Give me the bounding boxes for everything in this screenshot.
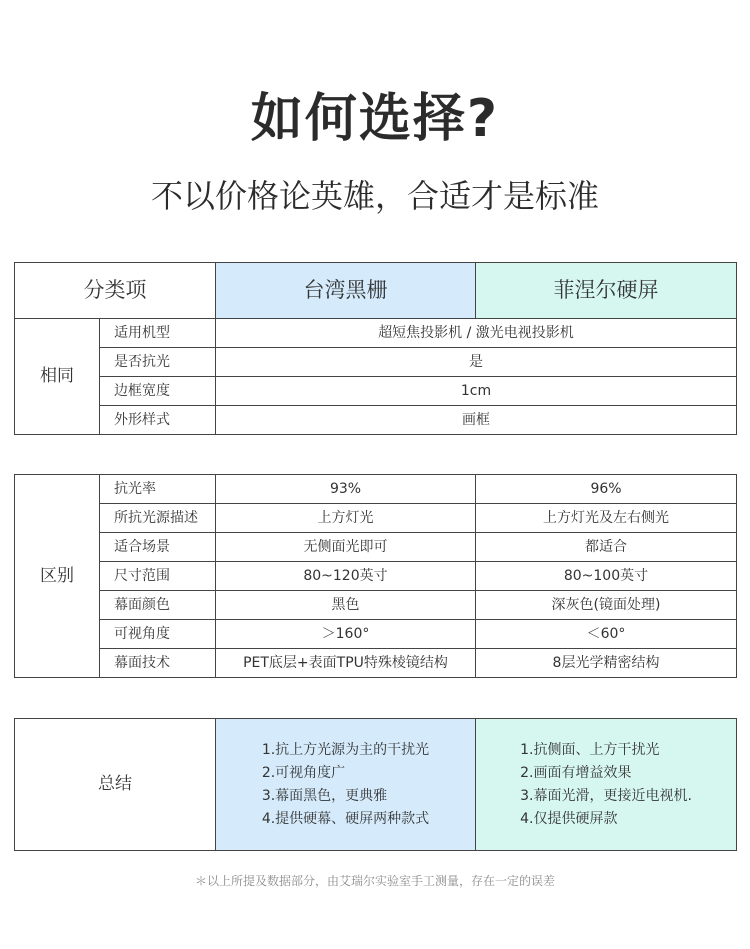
page-subtitle: 不以价格论英雄，合适才是标准 [150,177,599,215]
value-col1: 无侧面光即可 [216,533,476,562]
summary-list-col1 [262,739,429,831]
header-category: 分类项 [15,263,216,319]
row-label: 外形样式 [100,406,216,435]
summary-item: 4.仅提供硬屏款 [520,810,618,827]
table-row [15,319,737,348]
table-row [15,406,737,435]
header-col-taiwan-black-grid: 台湾黑栅 [216,263,476,319]
header-col-fresnel-hard-screen: 菲涅尔硬屏 [476,263,737,319]
row-value: 画框 [216,406,737,435]
comparison-header [14,262,737,319]
value-col2: 96% [476,475,737,504]
row-label: 尺寸范围 [100,562,216,591]
table-row [15,533,737,562]
row-label: 幕面技术 [100,649,216,678]
table-row [15,377,737,406]
row-label: 可视角度 [100,620,216,649]
value-col1: ＞160° [216,620,476,649]
table-row [15,620,737,649]
table-row [15,475,737,504]
value-col2: 深灰色(镜面处理) [476,591,737,620]
summary-row [15,719,737,851]
table-row [15,348,737,377]
table-row [15,562,737,591]
summary-item: 1.抗上方光源为主的干扰光 [261,741,430,758]
value-col1: 80~120英寸 [216,562,476,591]
summary-table [14,718,737,851]
value-col2: 80~100英寸 [476,562,737,591]
summary-item: 4.提供硬幕、硬屏两种款式 [261,810,430,827]
value-col2: 都适合 [476,533,737,562]
row-label: 所抗光源描述 [100,504,216,533]
footnote: ＊以上所提及数据部分，由艾瑞尔实验室手工测量，存在一定的误差 [194,874,555,888]
summary-item: 2.可视角度广 [261,764,346,781]
row-label: 边框宽度 [100,377,216,406]
summary-list-col2 [520,739,692,831]
summary-item: 2.画面有增益效果 [520,764,632,781]
row-value: 1cm [216,377,737,406]
summary-item: 1.抗侧面、上方干扰光 [520,741,660,758]
value-col1: PET底层+表面TPU特殊棱镜结构 [216,649,476,678]
value-col2: ＜60° [476,620,737,649]
table-row [15,504,737,533]
group-label-diff: 区别 [15,475,100,678]
summary-item: 3.幕面光滑，更接近电视机. [520,787,692,804]
value-col1: 黑色 [216,591,476,620]
row-label: 是否抗光 [100,348,216,377]
summary-col2 [476,719,737,851]
row-value: 超短焦投影机 / 激光电视投影机 [216,319,737,348]
table-row [15,591,737,620]
group-label-same: 相同 [15,319,100,435]
value-col2: 8层光学精密结构 [476,649,737,678]
row-label: 抗光率 [100,475,216,504]
value-col2: 上方灯光及左右侧光 [476,504,737,533]
same-features-table [14,318,737,435]
row-label: 幕面颜色 [100,591,216,620]
summary-item: 3.幕面黑色，更典雅 [261,787,388,804]
value-col1: 上方灯光 [216,504,476,533]
row-label: 适用机型 [100,319,216,348]
value-col1: 93% [216,475,476,504]
summary-col1 [216,719,476,851]
row-label: 适合场景 [100,533,216,562]
summary-label: 总结 [15,719,216,851]
header-row [15,263,737,319]
page-title: 如何选择? [250,89,500,149]
table-row [15,649,737,678]
row-value: 是 [216,348,737,377]
difference-table [14,474,737,678]
